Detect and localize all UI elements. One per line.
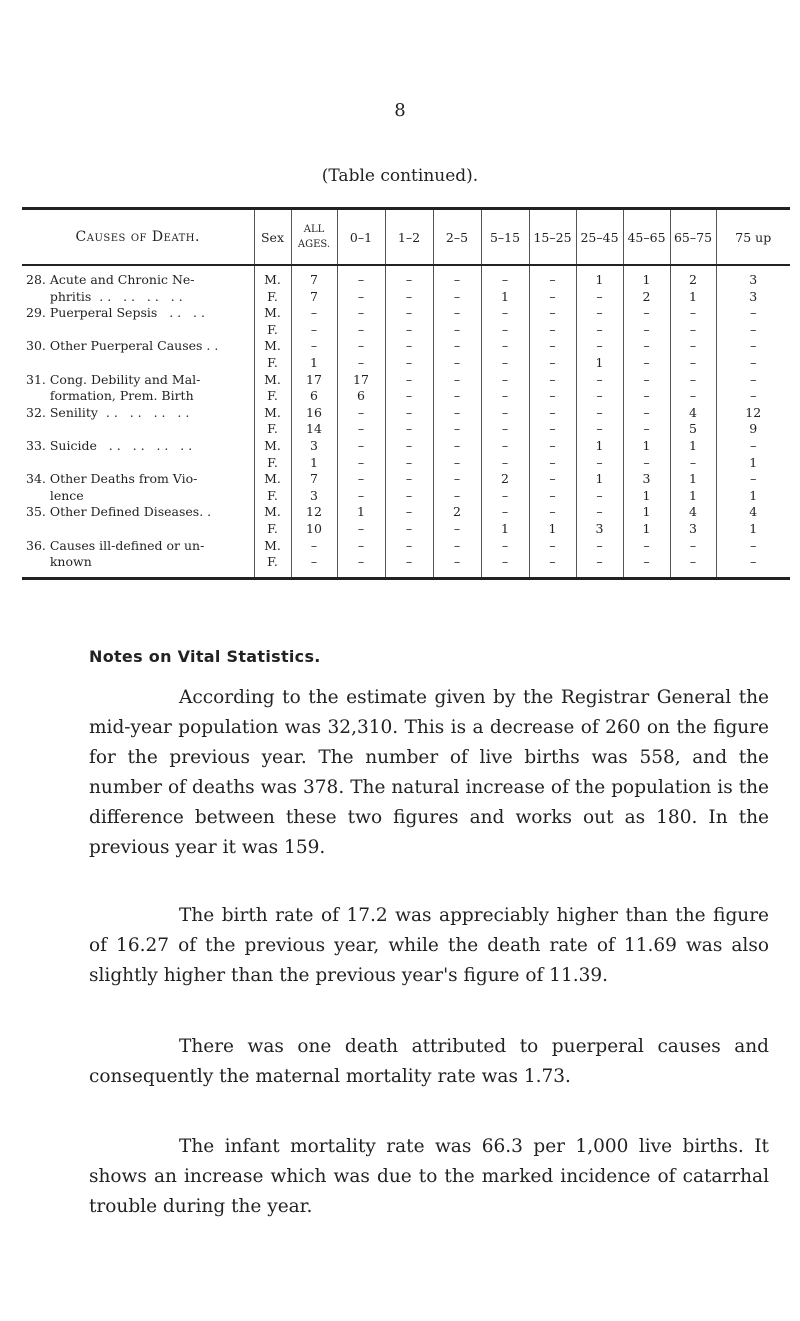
sex-cell: M.: [254, 305, 291, 322]
age-group-cell: –: [623, 372, 670, 389]
age-group-cell: 1: [670, 488, 716, 505]
age-group-cell: –: [385, 455, 433, 472]
age-group-cell: –: [433, 305, 481, 322]
sex-cell: M.: [254, 438, 291, 455]
header-causes: Causes of Death.: [22, 210, 254, 265]
paragraph-text: The infant mortality rate was 66.3 per 1,000 live births. It shows an increase which was due to the marked incidence of catarrhal trouble during the year.: [89, 1136, 769, 1217]
sex-cell: F.: [254, 488, 291, 505]
sex-cell: F.: [254, 388, 291, 405]
age-group-cell: 4: [670, 405, 716, 422]
cause-cell: [22, 455, 254, 472]
age-group-cell: –: [385, 355, 433, 372]
age-group-cell: 4: [670, 504, 716, 521]
age-group-cell: –: [529, 538, 576, 555]
all-ages-cell: 6: [291, 388, 337, 405]
age-group-cell: –: [433, 421, 481, 438]
age-group-cell: –: [385, 471, 433, 488]
age-group-cell: –: [337, 421, 385, 438]
age-group-cell: –: [481, 554, 529, 577]
age-group-cell: –: [576, 554, 623, 577]
header-age-45-65: 45–65: [623, 210, 670, 265]
age-group-cell: –: [481, 372, 529, 389]
cause-cell: 30. Other Puerperal Causes . .: [26, 338, 219, 354]
age-group-cell: –: [623, 338, 670, 355]
age-group-cell: 1: [623, 504, 670, 521]
cause-cell: 34. Other Deaths from Vio-: [26, 471, 198, 487]
age-group-cell: –: [716, 388, 790, 405]
age-group-cell: –: [385, 488, 433, 505]
table-row: [22, 265, 790, 289]
all-ages-cell: 16: [291, 405, 337, 422]
all-ages-cell: –: [291, 305, 337, 322]
age-group-cell: –: [337, 538, 385, 555]
age-group-cell: –: [433, 322, 481, 339]
all-ages-cell: 7: [291, 471, 337, 488]
cause-cell: known: [26, 554, 92, 570]
age-group-cell: –: [716, 538, 790, 555]
age-group-cell: –: [529, 421, 576, 438]
age-group-cell: 1: [481, 521, 529, 538]
age-group-cell: –: [670, 538, 716, 555]
header-age-25-45: 25–45: [576, 210, 623, 265]
age-group-cell: –: [670, 355, 716, 372]
sex-cell: F.: [254, 322, 291, 339]
age-group-cell: –: [529, 388, 576, 405]
cause-cell: 28. Acute and Chronic Ne-: [26, 272, 195, 287]
all-ages-cell: 3: [291, 488, 337, 505]
age-group-cell: –: [623, 421, 670, 438]
age-group-cell: –: [337, 405, 385, 422]
age-group-cell: –: [337, 338, 385, 355]
age-group-cell: –: [670, 372, 716, 389]
age-group-cell: –: [623, 322, 670, 339]
age-group-cell: 1: [623, 265, 670, 289]
age-group-cell: –: [337, 488, 385, 505]
age-group-cell: –: [385, 521, 433, 538]
all-ages-cell: 1: [291, 455, 337, 472]
age-group-cell: –: [576, 322, 623, 339]
age-group-cell: –: [385, 405, 433, 422]
age-group-cell: –: [716, 305, 790, 322]
table-row: [22, 322, 790, 339]
sex-cell: M.: [254, 338, 291, 355]
age-group-cell: –: [576, 538, 623, 555]
age-group-cell: –: [576, 338, 623, 355]
age-group-cell: –: [529, 355, 576, 372]
header-sex: Sex: [254, 210, 291, 265]
age-group-cell: –: [529, 405, 576, 422]
sex-cell: F.: [254, 355, 291, 372]
table-row: [22, 405, 790, 422]
table-row: [22, 421, 790, 438]
header-age-65-75: 65–75: [670, 210, 716, 265]
age-group-cell: –: [337, 554, 385, 577]
paragraph-text: There was one death attributed to puerperal causes and consequently the maternal mortality rate was 1.73.: [89, 1036, 769, 1087]
age-group-cell: 3: [716, 265, 790, 289]
age-group-cell: 3: [623, 471, 670, 488]
age-group-cell: –: [716, 554, 790, 577]
age-group-cell: –: [623, 388, 670, 405]
table-row: [22, 438, 790, 455]
header-age-5-15: 5–15: [481, 210, 529, 265]
age-group-cell: –: [433, 554, 481, 577]
age-group-cell: –: [433, 488, 481, 505]
age-group-cell: –: [337, 305, 385, 322]
age-group-cell: –: [670, 338, 716, 355]
header-age-1-2: 1–2: [385, 210, 433, 265]
age-group-cell: –: [716, 438, 790, 455]
age-group-cell: –: [481, 338, 529, 355]
table-row: [22, 538, 790, 555]
sex-cell: M.: [254, 471, 291, 488]
table-body: [22, 265, 790, 577]
age-group-cell: –: [337, 471, 385, 488]
age-group-cell: –: [337, 289, 385, 306]
age-group-cell: –: [433, 405, 481, 422]
age-group-cell: 1: [716, 455, 790, 472]
age-group-cell: –: [529, 305, 576, 322]
table-bottom-rule: [22, 577, 790, 580]
all-ages-cell: 1: [291, 355, 337, 372]
table-row: [22, 554, 790, 577]
age-group-cell: –: [385, 554, 433, 577]
age-group-cell: 17: [337, 372, 385, 389]
age-group-cell: –: [385, 289, 433, 306]
cause-cell: [22, 521, 254, 538]
age-group-cell: –: [433, 471, 481, 488]
table-row: [22, 338, 790, 355]
all-ages-cell: –: [291, 338, 337, 355]
age-group-cell: –: [337, 265, 385, 289]
age-group-cell: –: [385, 388, 433, 405]
age-group-cell: –: [337, 455, 385, 472]
age-group-cell: 1: [576, 355, 623, 372]
age-group-cell: –: [716, 338, 790, 355]
cause-cell: 35. Other Defined Diseases. .: [26, 504, 212, 520]
cause-cell: 36. Causes ill-defined or un-: [26, 537, 205, 553]
cause-cell: 33. Suicide . . . . . . . .: [26, 437, 193, 453]
all-ages-cell: 7: [291, 265, 337, 289]
table-row: [22, 471, 790, 488]
age-group-cell: –: [576, 289, 623, 306]
age-group-cell: –: [529, 289, 576, 306]
age-group-cell: –: [670, 322, 716, 339]
table-row: [22, 488, 790, 505]
sex-cell: M.: [254, 372, 291, 389]
age-group-cell: –: [576, 305, 623, 322]
age-group-cell: 1: [623, 488, 670, 505]
age-group-cell: –: [385, 504, 433, 521]
age-group-cell: –: [670, 305, 716, 322]
table-header-row: [22, 210, 790, 265]
age-group-cell: –: [385, 372, 433, 389]
cause-cell: 31. Cong. Debility and Mal-: [26, 371, 201, 387]
age-group-cell: 9: [716, 421, 790, 438]
age-group-cell: –: [433, 372, 481, 389]
all-ages-cell: 12: [291, 504, 337, 521]
age-group-cell: –: [337, 322, 385, 339]
sex-cell: M.: [254, 405, 291, 422]
age-group-cell: 1: [576, 438, 623, 455]
age-group-cell: 1: [670, 289, 716, 306]
age-group-cell: –: [623, 455, 670, 472]
cause-cell: 32. Senility . . . . . . . .: [26, 404, 190, 420]
age-group-cell: –: [385, 322, 433, 339]
age-group-cell: –: [433, 265, 481, 289]
page-number: 8: [394, 100, 406, 121]
age-group-cell: –: [385, 438, 433, 455]
age-group-cell: 1: [529, 521, 576, 538]
all-ages-cell: 3: [291, 438, 337, 455]
age-group-cell: 2: [623, 289, 670, 306]
age-group-cell: 1: [716, 488, 790, 505]
sex-cell: M.: [254, 538, 291, 555]
age-group-cell: 1: [670, 471, 716, 488]
age-group-cell: –: [481, 305, 529, 322]
all-ages-cell: 14: [291, 421, 337, 438]
age-group-cell: –: [337, 521, 385, 538]
age-group-cell: –: [623, 405, 670, 422]
age-group-cell: –: [529, 471, 576, 488]
age-group-cell: –: [385, 338, 433, 355]
age-group-cell: –: [716, 372, 790, 389]
sex-cell: F.: [254, 455, 291, 472]
all-ages-cell: 17: [291, 372, 337, 389]
age-group-cell: –: [670, 388, 716, 405]
age-group-cell: –: [576, 405, 623, 422]
age-group-cell: –: [481, 355, 529, 372]
all-ages-cell: –: [291, 538, 337, 555]
header-all-ages-line2: AGES.: [297, 239, 331, 250]
age-group-cell: –: [481, 438, 529, 455]
age-group-cell: –: [716, 322, 790, 339]
age-group-cell: 4: [716, 504, 790, 521]
sex-cell: F.: [254, 289, 291, 306]
notes-paragraph: [89, 1032, 769, 1092]
age-group-cell: 1: [576, 265, 623, 289]
causes-of-death-table: [22, 207, 790, 580]
age-group-cell: –: [481, 538, 529, 555]
header-age-2-5: 2–5: [433, 210, 481, 265]
sex-cell: F.: [254, 554, 291, 577]
age-group-cell: –: [385, 421, 433, 438]
age-group-cell: –: [529, 488, 576, 505]
cause-cell: phritis . . . . . . . .: [26, 288, 183, 304]
age-group-cell: –: [576, 421, 623, 438]
age-group-cell: –: [529, 372, 576, 389]
age-group-cell: –: [623, 355, 670, 372]
table-row: [22, 305, 790, 322]
header-age-15-25: 15–25: [529, 210, 576, 265]
sex-cell: M.: [254, 265, 291, 289]
table-row: [22, 355, 790, 372]
age-group-cell: –: [529, 554, 576, 577]
cause-cell: lence: [26, 487, 84, 503]
age-group-cell: 2: [433, 504, 481, 521]
age-group-cell: –: [481, 455, 529, 472]
age-group-cell: –: [529, 322, 576, 339]
all-ages-cell: 7: [291, 289, 337, 306]
all-ages-cell: –: [291, 554, 337, 577]
age-group-cell: –: [576, 455, 623, 472]
age-group-cell: –: [481, 388, 529, 405]
age-group-cell: –: [433, 521, 481, 538]
age-group-cell: 1: [623, 438, 670, 455]
table-row: [22, 521, 790, 538]
table-row: [22, 388, 790, 405]
age-group-cell: –: [623, 305, 670, 322]
age-group-cell: 12: [716, 405, 790, 422]
sex-cell: F.: [254, 521, 291, 538]
age-group-cell: –: [670, 455, 716, 472]
paragraph-text: The birth rate of 17.2 was appreciably higher than the figure of 16.27 of the previous year, while the death rate of 11.69 was also slightly higher than the previous year's figure of 11.39.: [89, 905, 769, 986]
header-age-75-up: 75 up: [716, 210, 790, 265]
age-group-cell: –: [337, 438, 385, 455]
cause-cell: formation, Prem. Birth: [26, 388, 194, 404]
cause-cell: [22, 322, 254, 339]
age-group-cell: –: [385, 305, 433, 322]
age-group-cell: –: [433, 455, 481, 472]
age-group-cell: –: [481, 322, 529, 339]
age-group-cell: 1: [337, 504, 385, 521]
notes-title: Notes on Vital Statistics.: [89, 647, 321, 666]
all-ages-cell: 10: [291, 521, 337, 538]
table-caption: (Table continued).: [321, 166, 479, 186]
age-group-cell: 1: [481, 289, 529, 306]
sex-cell: M.: [254, 504, 291, 521]
age-group-cell: –: [481, 405, 529, 422]
age-group-cell: 3: [576, 521, 623, 538]
table-row: [22, 289, 790, 306]
table-row: [22, 504, 790, 521]
age-group-cell: 1: [716, 521, 790, 538]
age-group-cell: –: [385, 538, 433, 555]
header-age-0-1: 0–1: [337, 210, 385, 265]
header-all-ages-line1: ALL: [303, 224, 325, 235]
all-ages-cell: –: [291, 322, 337, 339]
cause-cell: 29. Puerperal Sepsis . . . .: [26, 305, 205, 321]
age-group-cell: –: [481, 504, 529, 521]
age-group-cell: –: [529, 438, 576, 455]
notes-paragraph: [89, 1132, 769, 1222]
age-group-cell: 1: [670, 438, 716, 455]
cause-cell: [22, 355, 254, 372]
age-group-cell: –: [481, 488, 529, 505]
age-group-cell: –: [481, 265, 529, 289]
age-group-cell: –: [716, 471, 790, 488]
age-group-cell: –: [385, 265, 433, 289]
age-group-cell: 3: [716, 289, 790, 306]
age-group-cell: –: [433, 388, 481, 405]
age-group-cell: –: [433, 338, 481, 355]
age-group-cell: –: [529, 265, 576, 289]
age-group-cell: –: [623, 554, 670, 577]
notes-paragraph: [89, 683, 769, 863]
notes-paragraph: [89, 901, 769, 991]
age-group-cell: 2: [670, 265, 716, 289]
age-group-cell: –: [716, 355, 790, 372]
age-group-cell: –: [433, 538, 481, 555]
age-group-cell: 2: [481, 471, 529, 488]
age-group-cell: –: [529, 455, 576, 472]
age-group-cell: –: [481, 421, 529, 438]
header-all-ages: [291, 210, 337, 265]
age-group-cell: –: [337, 355, 385, 372]
age-group-cell: 6: [337, 388, 385, 405]
sex-cell: F.: [254, 421, 291, 438]
age-group-cell: –: [576, 504, 623, 521]
age-group-cell: 1: [623, 521, 670, 538]
age-group-cell: –: [433, 438, 481, 455]
age-group-cell: 1: [576, 471, 623, 488]
age-group-cell: –: [623, 538, 670, 555]
age-group-cell: –: [529, 504, 576, 521]
cause-cell: [22, 421, 254, 438]
age-group-cell: –: [576, 488, 623, 505]
age-group-cell: –: [576, 372, 623, 389]
age-group-cell: –: [670, 554, 716, 577]
age-group-cell: –: [433, 289, 481, 306]
table-row: [22, 372, 790, 389]
age-group-cell: –: [529, 338, 576, 355]
table-row: [22, 455, 790, 472]
age-group-cell: 5: [670, 421, 716, 438]
age-group-cell: –: [576, 388, 623, 405]
paragraph-text: According to the estimate given by the Registrar General the mid-year population was 32,310. This is a decrease of 260 on the figure for the previous year. The number of live births was 558, and the number of deaths was 378. The natural increase of the population is the difference between these two figures and works out as 180. In the previous year it was 159.: [89, 687, 769, 858]
age-group-cell: –: [433, 355, 481, 372]
age-group-cell: 3: [670, 521, 716, 538]
